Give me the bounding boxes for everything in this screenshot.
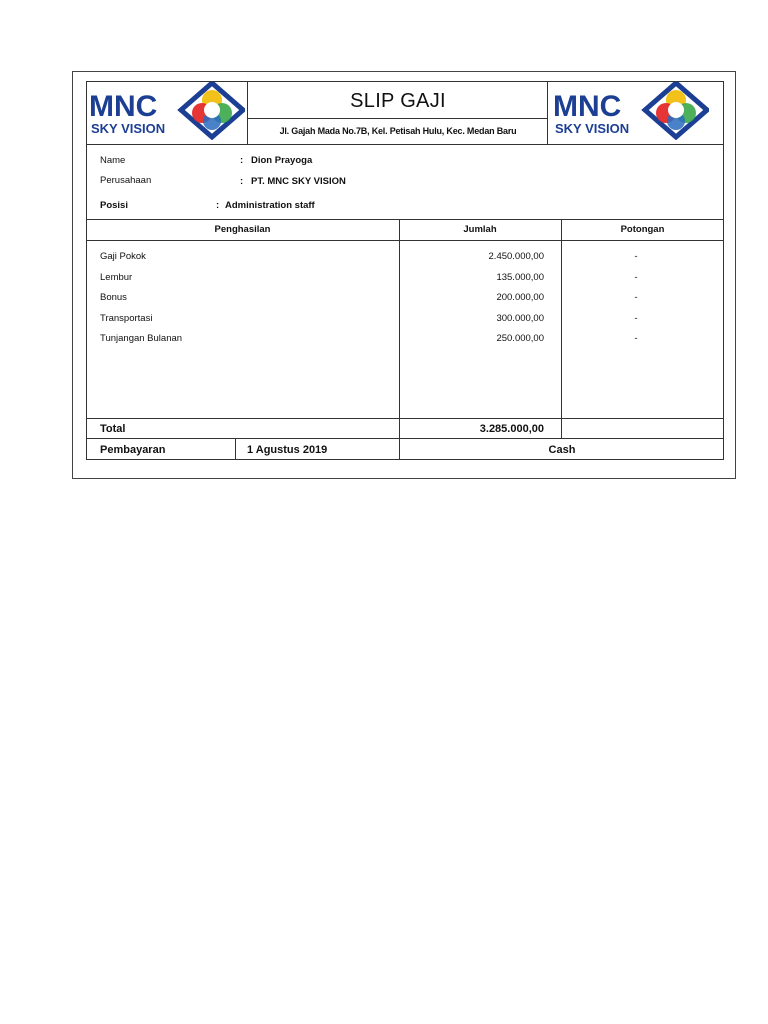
row-deduction: - — [634, 251, 638, 262]
name-colon: : — [240, 155, 244, 166]
total-top-line — [86, 418, 724, 419]
row-amount: 250.000,00 — [496, 333, 544, 344]
total-label: Total — [100, 423, 126, 435]
total-amount: 3.285.000,00 — [479, 423, 544, 435]
logo-right-skyvision-text: SKY VISION — [555, 121, 630, 136]
header-potongan: Potongan — [620, 224, 665, 235]
position-colon: : — [216, 200, 220, 211]
payment-divider — [235, 438, 236, 460]
row-deduction: - — [634, 333, 638, 344]
company-colon: : — [240, 176, 244, 187]
title-underline — [247, 118, 547, 119]
row-deduction: - — [634, 313, 638, 324]
mnc-logo-right — [551, 82, 709, 140]
logo-right-mnc-text: MNC — [553, 90, 622, 123]
name-label: Name — [100, 155, 126, 166]
row-name: Tunjangan Bulanan — [100, 333, 183, 344]
row-deduction: - — [634, 292, 638, 303]
row-name: Lembur — [100, 272, 133, 283]
payment-label: Pembayaran — [100, 444, 166, 456]
company-address: Jl. Gajah Mada No.7B, Kel. Petisah Hulu, Kec. Medan Baru — [279, 126, 517, 136]
table-header-line — [86, 240, 724, 241]
row-amount: 200.000,00 — [496, 292, 544, 303]
row-name: Transportasi — [100, 313, 153, 324]
slip-title: SLIP GAJI — [350, 90, 446, 112]
name-value: Dion Prayoga — [251, 155, 313, 166]
position-label: Posisi — [100, 200, 128, 211]
row-deduction: - — [634, 272, 638, 283]
company-value: PT. MNC SKY VISION — [251, 176, 346, 187]
logo-left-skyvision-text: SKY VISION — [91, 121, 166, 136]
header-bottom-line — [86, 144, 724, 145]
position-value: Administration staff — [225, 200, 315, 211]
row-amount: 300.000,00 — [496, 313, 544, 324]
table-top-line — [86, 219, 724, 220]
mnc-logo-left — [87, 82, 245, 140]
col-divider-1 — [399, 219, 400, 460]
row-amount: 2.450.000,00 — [488, 251, 544, 262]
header-penghasilan: Penghasilan — [214, 224, 271, 235]
header-jumlah: Jumlah — [463, 224, 497, 235]
logo-left-mnc-text: MNC — [89, 90, 158, 123]
row-name: Bonus — [100, 292, 127, 303]
payment-method: Cash — [548, 444, 576, 456]
payment-date: 1 Agustus 2019 — [247, 444, 328, 456]
payment-top-line — [86, 438, 724, 439]
col-divider-2 — [561, 219, 562, 439]
company-label: Perusahaan — [100, 175, 152, 186]
row-name: Gaji Pokok — [100, 251, 146, 262]
row-amount: 135.000,00 — [496, 272, 544, 283]
